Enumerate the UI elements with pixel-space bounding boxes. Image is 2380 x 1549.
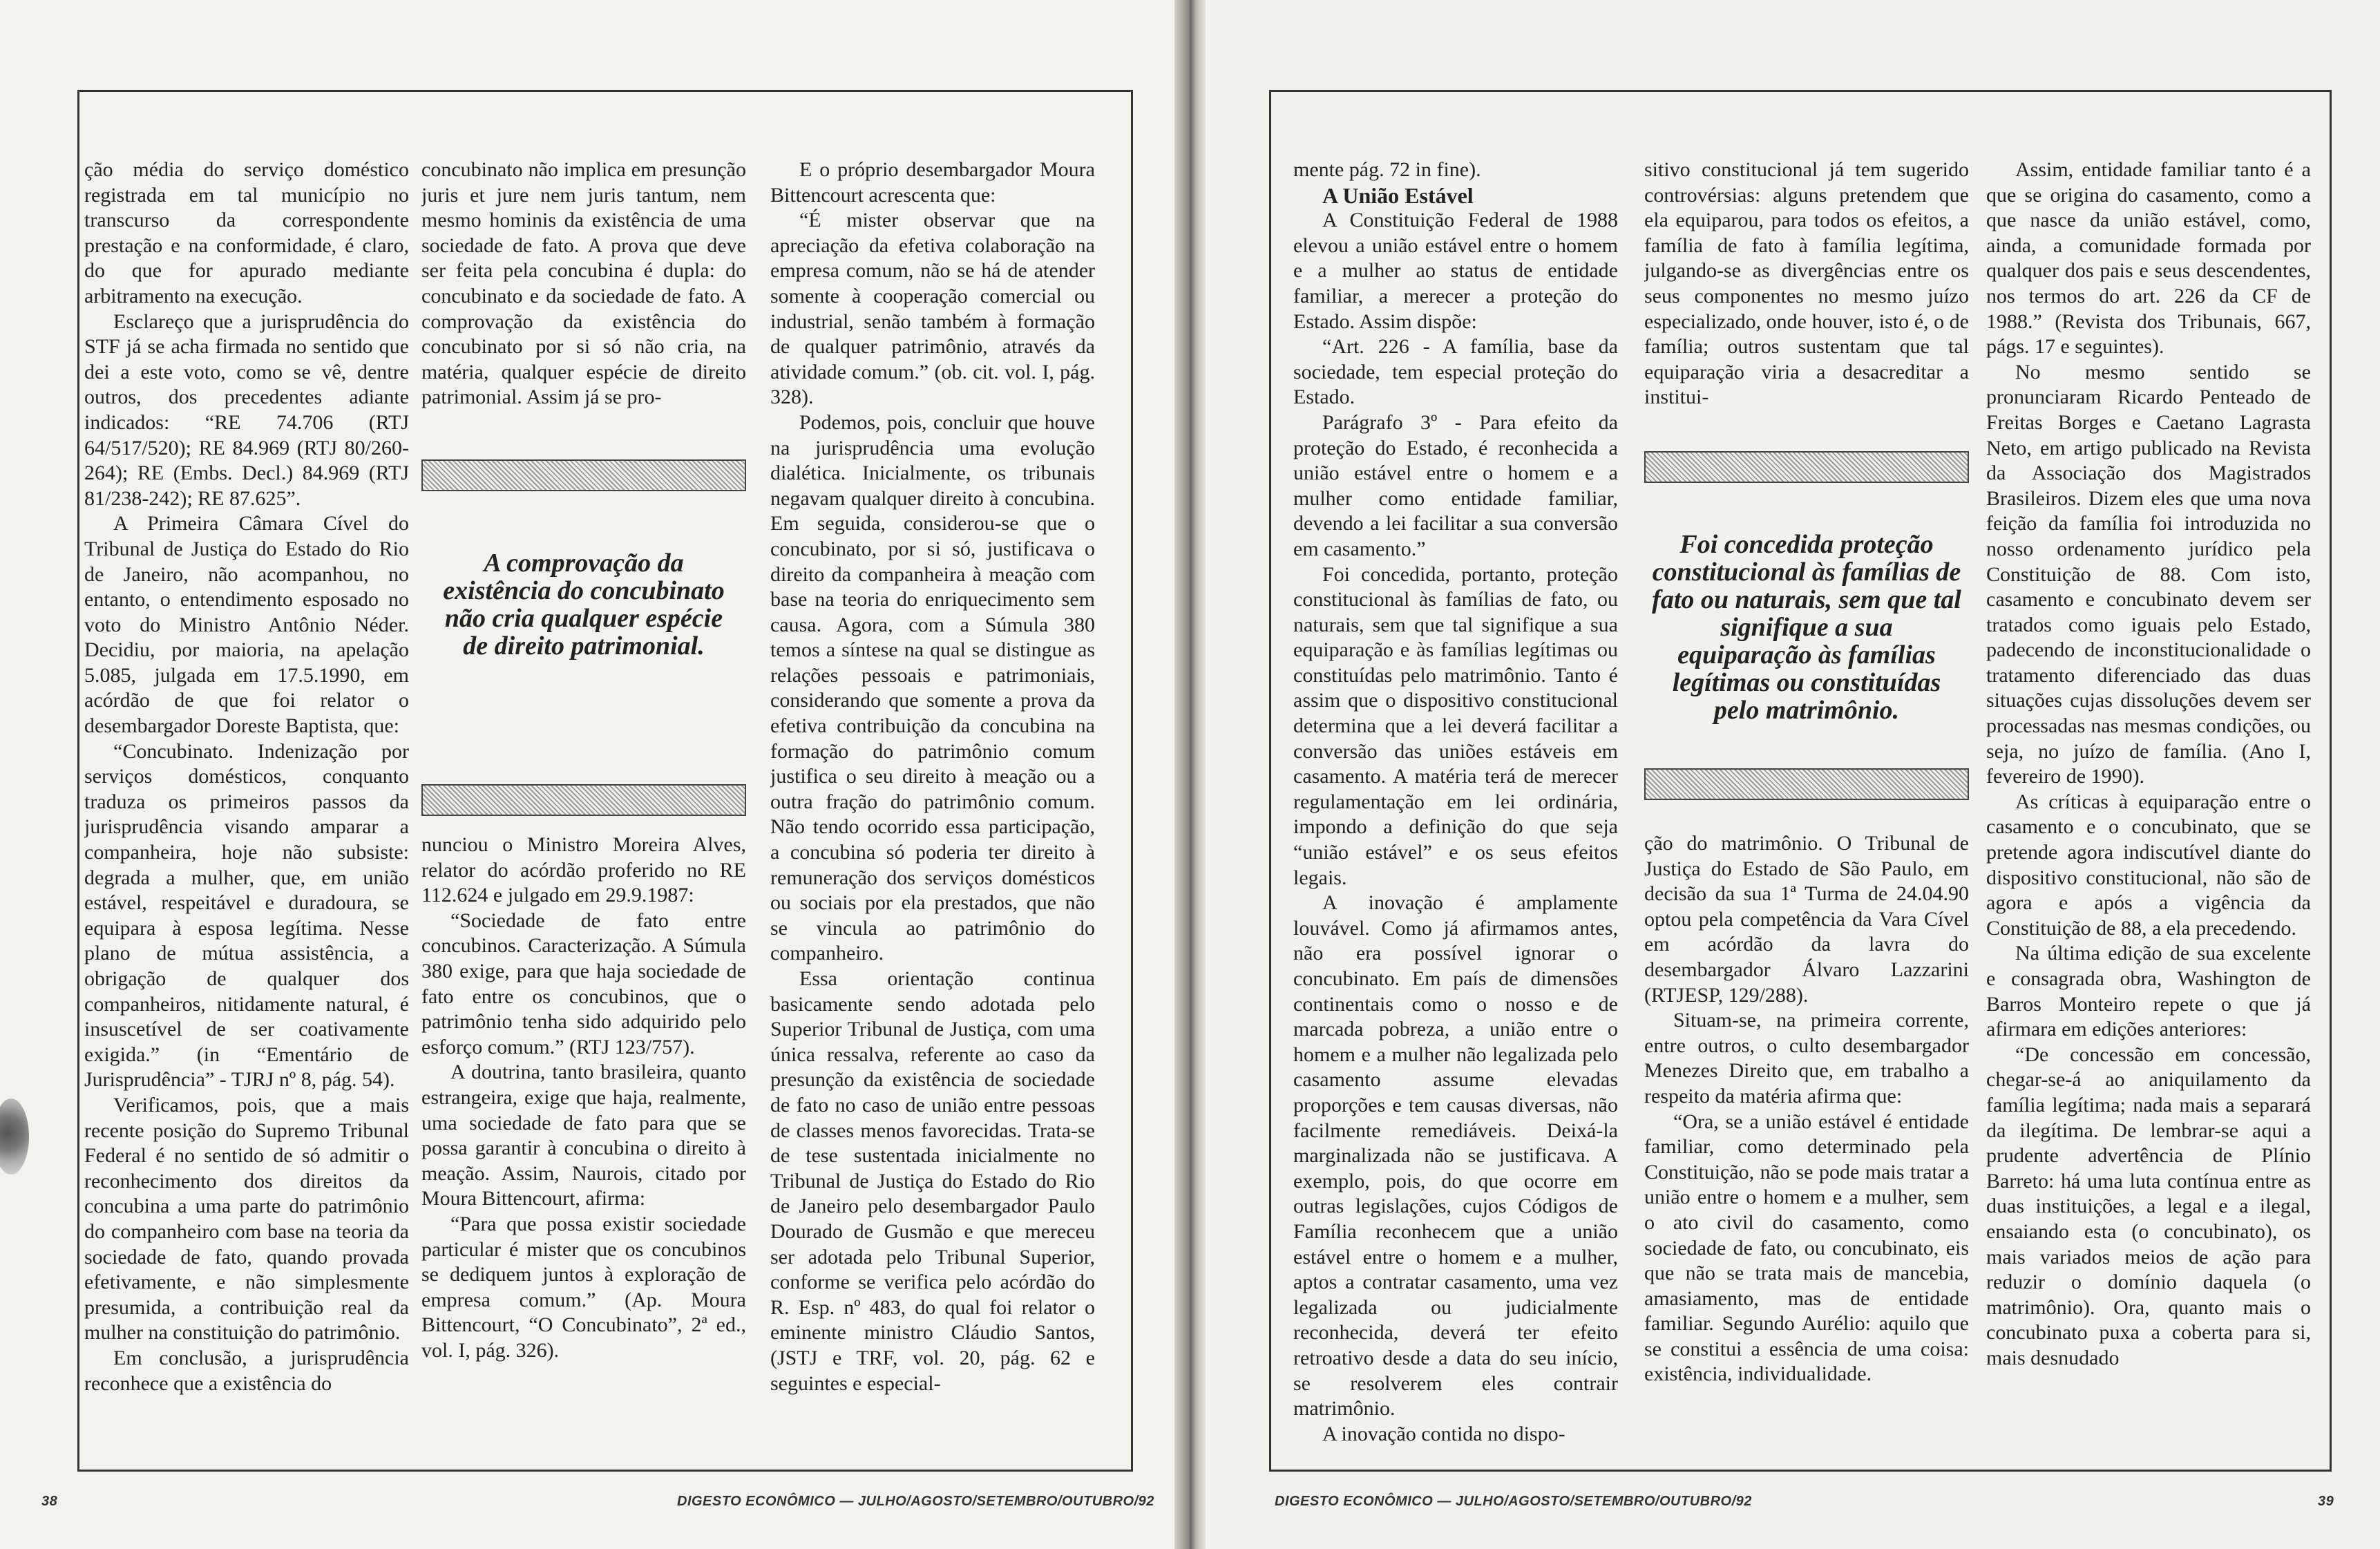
right-pullquote-bar-top [1644,451,1969,483]
paragraph: “De concessão em concessão, chegar-se-á ao aniquilamento da família legítima; nada mais a separará da ilegítima. De lembrar-se aqui a prudente advertência de Plínio Barreto: há uma luta contínua entre as duas instituições, a legal e a ilegal, ensaiando esta (o concubinato), os mais variados meios de ação para reduzir o domínio daquela (o matrimônio). Ora, quanto mais o concubinato puxa a coberta para si, mais desnudado [1986,1043,2311,1369]
paragraph: sitivo constitucional já tem sugerido controvérsias: alguns pretendem que ela equiparou, para todos os efeitos, a família de fato à família legítima, julgando-se as divergências entre os seus componentes no mesmo juízo especializado, onde houver, isto é, o de família; outros sustentam que tal equiparação viria a desacreditar a institui- [1644,158,1969,409]
left-page [0,0,1174,1549]
paragraph: “É mister observar que na apreciação da efetiva colaboração na empresa comum, não se há de atender somente à cooperação comercial ou industrial, senão também à formação de qualquer patrimônio, através da atividade comum.” (ob. cit. vol. I, pág. 328). [770,209,1095,409]
paragraph: A inovação é amplamente louvável. Como já afirmamos antes, não era possível ignorar o concubinato. Em país de dimensões continentais como o nosso e de marcada pobreza, a união entre o homem e a mulher não legalizada pelo casamento assume elevadas proporções e tem causas diversas, não facilmente remediáveis. Deixá-la marginalizada não se justificava. A exemplo, pois, do que ocorre em outras legislações, cujos Códigos de Família reconhecem que a união estável entre o homem e a mulher, aptos a contratar casamento, uma vez legalizada ou judicialmente reconhecida, deverá ter efeito retroativo desde a data do seu início, se resolverem eles contrair matrimônio. [1293,891,1618,1420]
paragraph: “Ora, se a união estável é entidade familiar, como determinado pela Constituição, não se pode mais tratar a união entre o homem e a mulher, sem o ato civil do casamento, como sociedade de fato, ou concubinato, eis que não se trata mais de mancebia, amasiamento, mas de entidade familiar. Segundo Aurélio: aquilo que se constitui a essência de uma coisa: existência, individualidade. [1644,1110,1969,1386]
left-column-1 [84,158,409,1467]
left-pullquote: A comprovação da existência do concubinato não cria qualquer espécie de direito patrimonial. [443,549,725,661]
right-column-3 [1986,158,2311,1467]
left-column-2-bottom [421,833,746,1441]
section-heading: A União Estável [1322,182,1474,208]
left-pullquote-bar-bottom [421,784,746,816]
right-column-2-top [1644,158,1969,441]
paragraph: ção do matrimônio. O Tribunal de Justiça do Estado de São Paulo, em decisão da sua 1ª Turma de 24.04.90 optou pela competência da Vara Cível em acórdão da lavra do desembargador Álvaro Lazzarini (RTJESP, 129/288). [1644,832,1969,1007]
left-page-number: 38 [41,1494,58,1509]
right-page-number: 39 [2318,1494,2334,1509]
paragraph: No mesmo sentido se pronunciaram Ricardo Penteado de Freitas Borges e Caetano Lagrasta Neto, em artigo publicado na Revista da Associação dos Magistrados Brasileiros. Dizem eles que uma nova feição da família foi introduzida no nosso ordenamento jurídico pela Constituição de 88. Com isto, casamento e concubinato devem ser tratados como iguais pelo Estado, padecendo de inconstitucionalidade o tratamento diferenciado das duas situações cujas dissoluções devem ser processadas nas mesmas condições, ou seja, no juízo de família. (Ano I, fevereiro de 1990). [1986,360,2311,788]
left-pullquote-bar-top [421,459,746,491]
paragraph: E o próprio desembargador Moura Bittencourt acrescenta que: [770,158,1095,207]
paragraph: Verificamos, pois, que a mais recente posição do Supremo Tribunal Federal é no sentido de só admitir o reconhecimento dos direitos da concubina a uma parte do patrimônio do companheiro com base na teoria da sociedade de fato, quando provada efetivamente, e não simplesmente presumida, a contribuição real da mulher na constituição do patrimônio. [84,1093,409,1344]
paragraph: Foi concedida, portanto, proteção constitucional às famílias de fato, ou naturais, sem que tal signifique a sua equiparação e às famílias legítimas ou constituídas pelo matrimônio. Tanto é assim que o dispositivo constitucional determina que a lei deverá facilitar a conversão das uniões estáveis em casamento. A matéria terá de merecer regulamentação em lei ordinária, impondo a definição do que seja “união estável” e os seus efeitos legais. [1293,562,1618,889]
paragraph: “Art. 226 - A família, base da sociedade, tem especial proteção do Estado. [1293,335,1618,409]
paragraph: Essa orientação continua basicamente sendo adotada pelo Superior Tribunal de Justiça, com uma única ressalva, referente ao caso da presunção da existência de sociedade de fato no caso de união entre pessoas de classes menos favorecidas. Trata-se de tese sustentada inicialmente no Tribunal de Justiça do Estado do Rio de Janeiro pelo desembargador Paulo Dourado de Gusmão e que mereceu ser adotada pelo Tribunal Superior, conforme se verifica pelo acórdão do R. Esp. nº 483, do qual foi relator o eminente ministro Cláudio Santos, (JSTJ e TRF, vol. 20, pág. 62 e seguintes e especial- [770,967,1095,1395]
left-column-3 [770,158,1095,1467]
paragraph: Na última edição de sua excelente e consagrada obra, Washington de Barros Monteiro repete o que já afirmara em edições anteriores: [1986,942,2311,1041]
binding-hole [0,1099,29,1175]
paragraph: Situam-se, na primeira corrente, entre outros, o culto desembargador Menezes Direito que, em trabalho a respeito da matéria afirma que: [1644,1009,1969,1108]
right-page [1206,0,2380,1549]
right-column-1 [1293,158,1618,1467]
left-column-2-top [421,158,746,410]
paragraph: Podemos, pois, concluir que houve na jurisprudência uma evolução dialética. Inicialmente, os tribunais negavam qualquer direito à concubina. Em seguida, considerou-se que o concubinato, por si só, justificava o direito da companheira à meação com base na teoria do enriquecimento sem causa. Agora, com a Súmula 380 temos a síntese na qual se distingue as relações pessoais e patrimoniais, considerando que somente a prova da efetiva contribuição da concubina na formação do patrimônio comum justifica o seu direito à meação ou a outra fração do patrimônio comum. Não tendo ocorrido essa participação, a concubina só poderia ter direito à remuneração dos serviços domésticos ou sociais por ela prestados, que não se vincula ao patrimônio do companheiro. [770,410,1095,965]
paragraph: Parágrafo 3º - Para efeito da proteção do Estado, é reconhecida a união estável entre o homem e a mulher como entidade familiar, devendo a lei facilitar a sua conversão em casamento.” [1293,410,1618,560]
paragraph: ção média do serviço doméstico registrada em tal município no transcurso da correspondente prestação e na conformidade, é claro, do que for apurado mediante arbitramento na execução. [84,158,409,307]
right-pullquote-bar-bottom [1644,768,1969,800]
binding-gutter [1174,0,1206,1549]
paragraph: As críticas à equiparação entre o casamento e o concubinato, que se pretende agora indiscutível diante do dispositivo constitucional, não são de agora e após a vigência da Constituição de 88, a ela precedendo. [1986,790,2311,940]
paragraph: “Para que possa existir sociedade particular é mister que os concubinos se dediquem juntos à exploração de empresa comum.” (Ap. Moura Bittencourt, “O Concubinato”, 2ª ed., vol. I, pág. 326). [421,1212,746,1362]
left-page-footer: DIGESTO ECONÔMICO — JULHO/AGOSTO/SETEMBRO/OUTUBRO/92 [677,1494,1154,1509]
paragraph: nunciou o Ministro Moreira Alves, relator do acórdão proferido no RE 112.624 e julgado em 29.9.1987: [421,833,746,907]
paragraph: Assim, entidade familiar tanto é a que se origina do casamento, como a que nasce da união estável, como, ainda, a comunidade formada por qualquer dos pais e seus descendentes, nos termos do art. 226 da CF de 1988.” (Revista dos Tribunais, 667, págs. 17 e seguintes). [1986,158,2311,359]
paragraph: “Concubinato. Indenização por serviços domésticos, conquanto traduza os primeiros passos da jurisprudência visando amparar a companheira, hoje não subsiste: degrada a mulher, que, em união estável, respeitável e duradoura, se equipara à esposa legítima. Nesse plano de mútua assistência, a obrigação de qualquer dos companheiros, nitidamente natural, é insuscetível de ser coativamente exigida.” (in “Ementário de Jurisprudência” - TJRJ nº 8, pág. 54). [84,739,409,1092]
right-page-footer: DIGESTO ECONÔMICO — JULHO/AGOSTO/SETEMBRO/OUTUBRO/92 [1275,1494,1752,1509]
paragraph: “Sociedade de fato entre concubinos. Caracterização. A Súmula 380 exige, para que haja sociedade de fato entre os concubinos, que o patrimônio tenha sido adquirido pelo esforço comum.” (RTJ 123/757). [421,909,746,1058]
paragraph: A doutrina, tanto brasileira, quanto estrangeira, exige que haja, realmente, uma sociedade de fato para que se possa garantir à concubina o direito à meação. Assim, Naurois, citado por Moura Bittencourt, afirma: [421,1061,746,1210]
paragraph: A Constituição Federal de 1988 elevou a união estável entre o homem e a mulher ao status de entidade familiar, a merecer a proteção do Estado. Assim dispõe: [1293,209,1618,333]
paragraph: Em conclusão, a jurisprudência reconhece que a existência do [84,1346,409,1395]
paragraph: A inovação contida no dispo- [1322,1422,1565,1445]
paragraph: concubinato não implica em presunção juris et jure nem juris tantum, nem mesmo hominis da existência de uma sociedade de fato. A prova que deve ser feita pela concubina é dupla: do concubinato e da sociedade de fato. A comprovação da existência do concubinato por si só não cria, na matéria, qualquer espécie de direito patrimonial. Assim já se pro- [421,158,746,409]
right-pullquote: Foi concedida proteção constitucional às famílias de fato ou naturais, sem que tal signifique a sua equiparação às famílias legítimas ou constituídas pelo matrimônio. [1652,530,1961,725]
paragraph: Esclareço que a jurisprudência do STF já se acha firmada no sentido que dei a este voto, como se vê, dentre outros, dos precedentes adiante indicados: “RE 74.706 (RTJ 64/517/520); RE 84.969 (RTJ 80/260-264); RE (Embs. Decl.) 84.969 (RTJ 81/238-242); RE 87.625”. [84,310,409,510]
paragraph: mente pág. 72 in fine). [1293,158,1481,181]
paragraph: A Primeira Câmara Cível do Tribunal de Justiça do Estado do Rio de Janeiro, não acompanhou, no entanto, o entendimento esposado no voto do Ministro Antônio Néder. Decidiu, por maioria, na apelação 5.085, julgada em 17.5.1990, em acórdão de que foi relator o desembargador Doreste Baptista, que: [84,512,409,738]
right-column-2-bottom [1644,831,1969,1453]
